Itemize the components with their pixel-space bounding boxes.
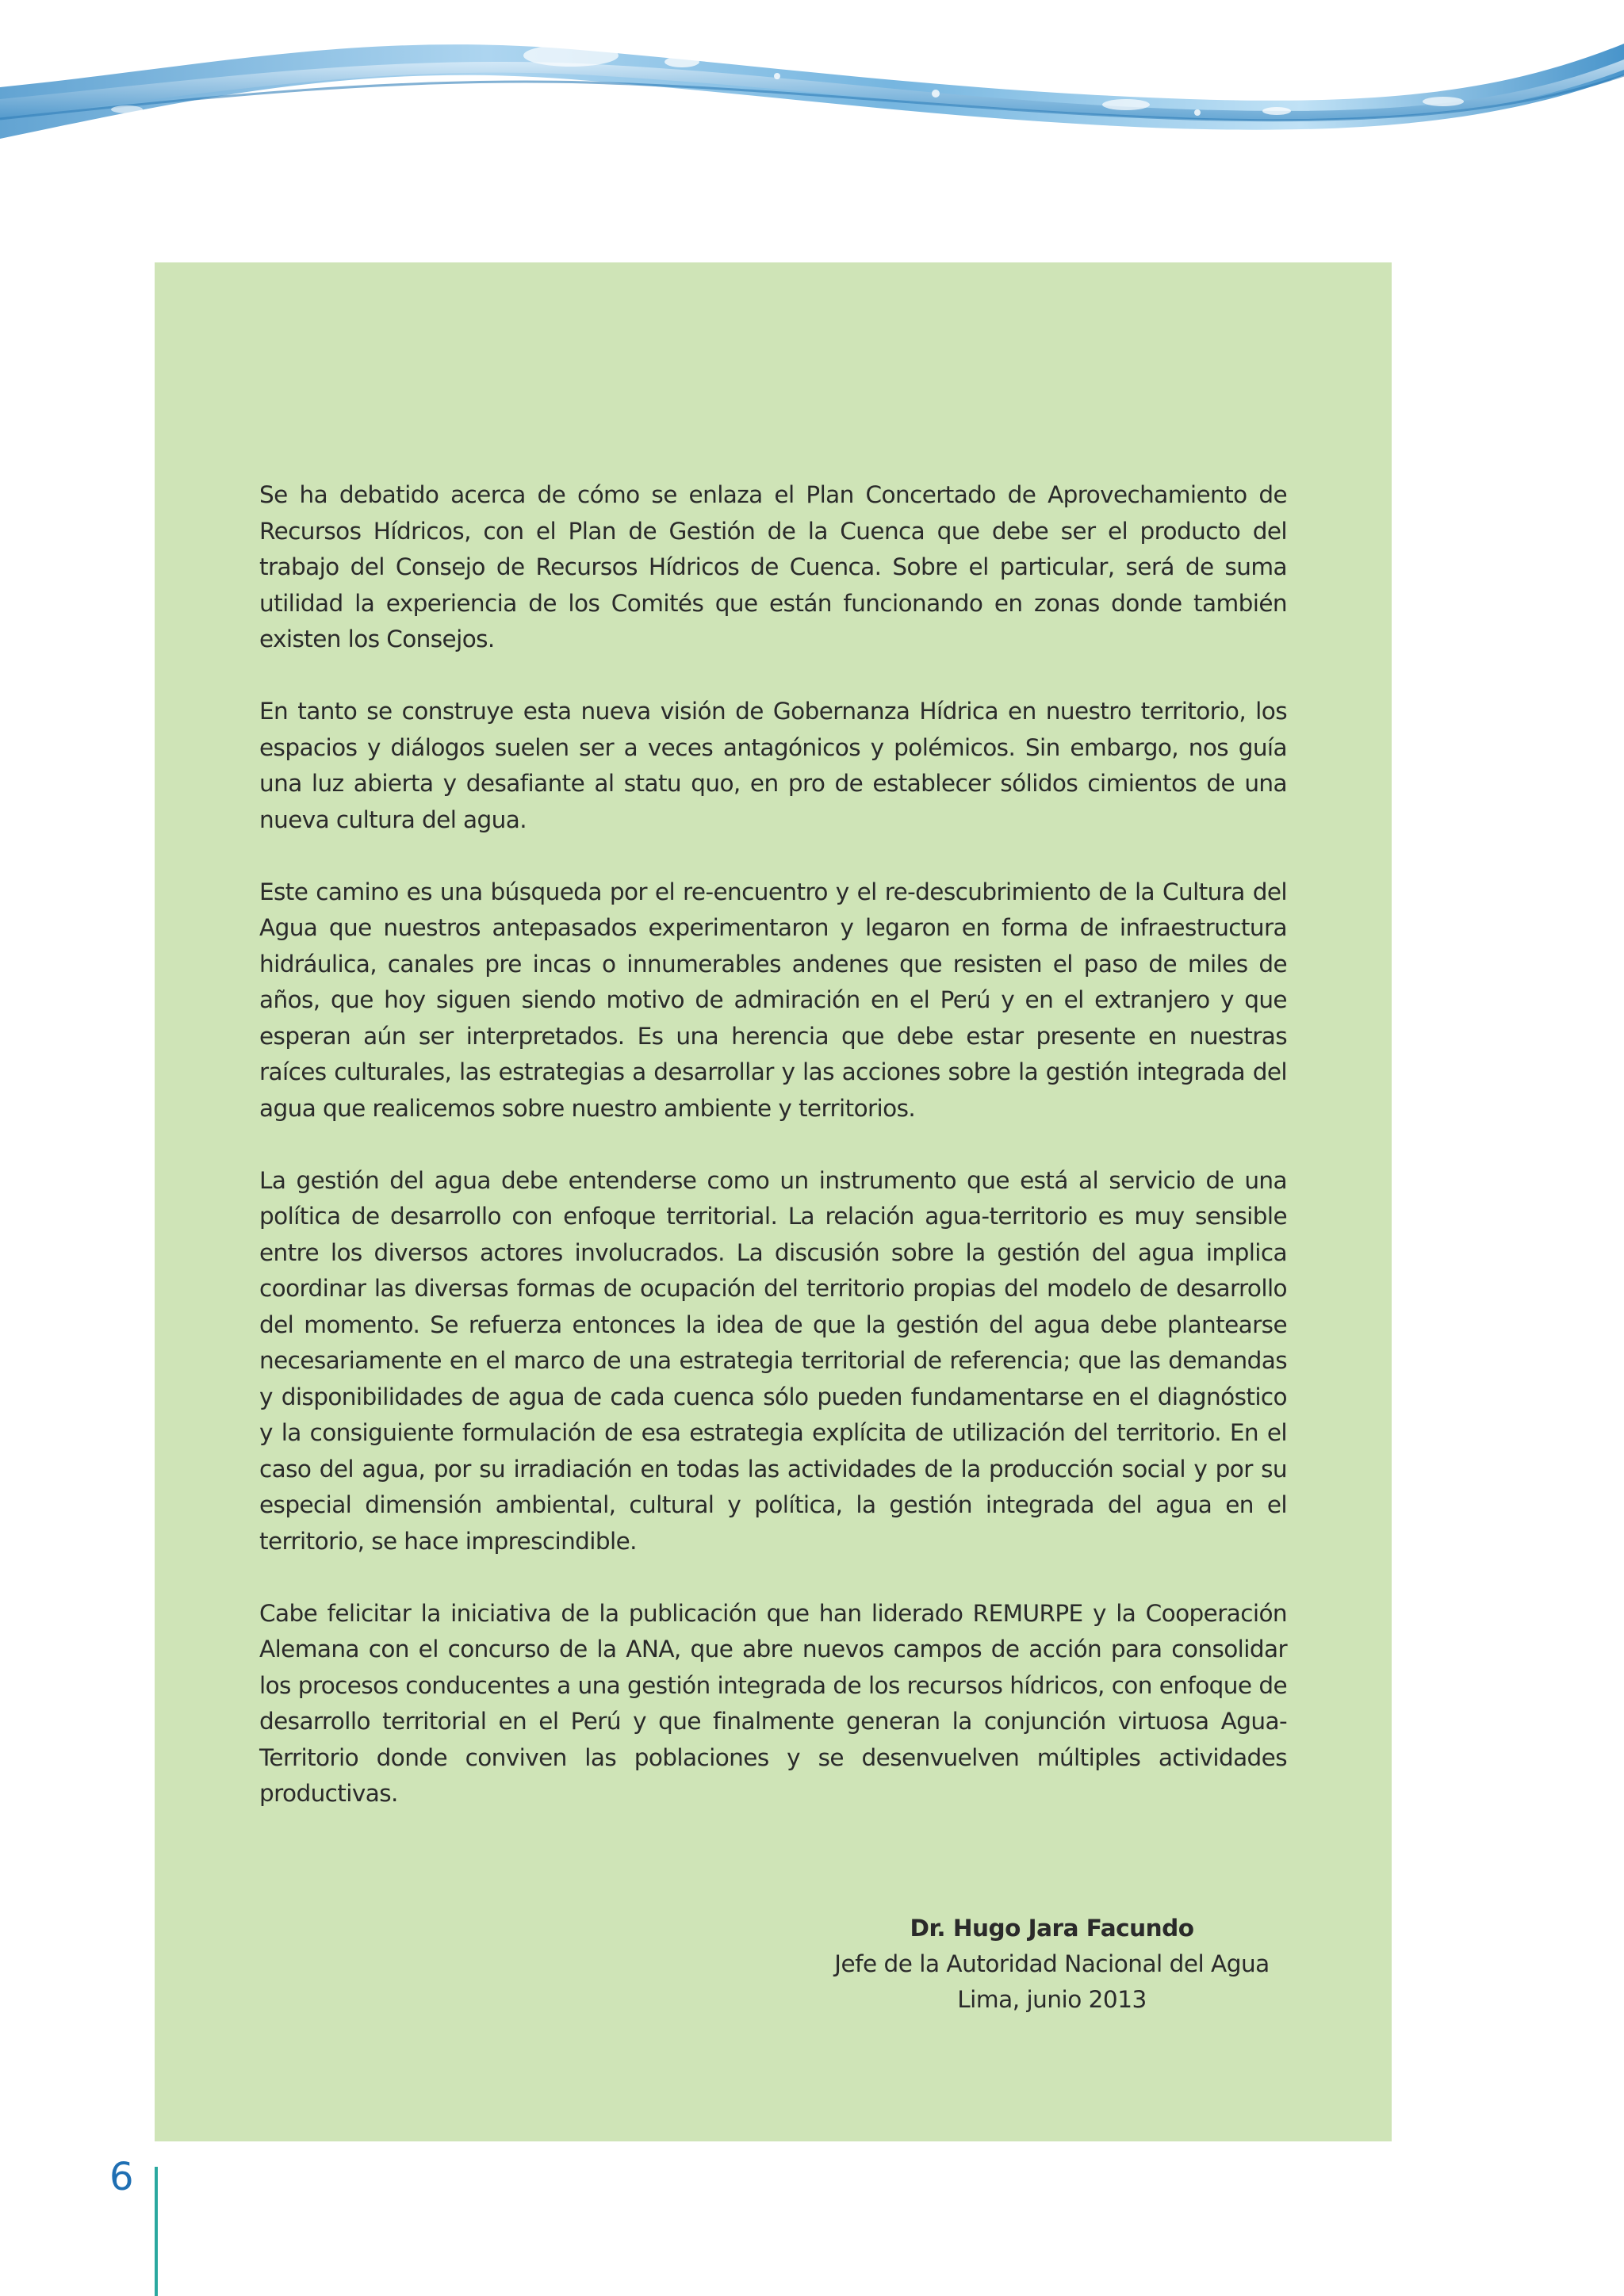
body-paragraph-5: Cabe felicitar la iniciativa de la publicación que han liderado REMURPE y la Cooperación Alemana con el concurso de la ANA, que abre nuevos campos de acción para consolidar los procesos conducentes a una gestión integrada de los recursos hídricos, con enfoque de desarrollo territorial en el Perú y que finalmente generan la conjunción virtuosa Agua-Territorio donde conviven las poblaciones y se desenvuelven múltiples actividades productivas. bbox=[259, 1599, 1287, 1807]
signature-place-date: Lima, junio 2013 bbox=[957, 1986, 1147, 2013]
body-paragraph-2: En tanto se construye esta nueva visión de Gobernanza Hídrica en nuestro territorio, los espacios y diálogos suelen ser a veces antagónicos y polémicos. Sin embargo, nos guía una luz abierta y desafiante al statu quo, en pro de establecer sólidos cimientos de una nueva cultura del agua. bbox=[259, 698, 1287, 833]
body-text bbox=[259, 477, 1287, 1812]
body-paragraph-1: Se ha debatido acerca de cómo se enlaza el Plan Concertado de Aprovechamiento de Recursos Hídricos, con el Plan de Gestión de la Cuenca que debe ser el producto del trabajo del Consejo de Recursos Hídricos de Cuenca. Sobre el particular, será de suma utilidad la experiencia de los Comités que están funcionando en zonas donde también existen los Consejos. bbox=[259, 481, 1287, 652]
page-number-rule bbox=[155, 2167, 158, 2296]
signature-block bbox=[793, 1911, 1311, 2018]
body-paragraph-4: La gestión del agua debe entenderse como un instrumento que está al servicio de una política de desarrollo con enfoque territorial. La relación agua-territorio es muy sensible entre los diversos actores involucrados. La discusión sobre la gestión del agua implica coordinar las diversas formas de ocupación del territorio propias del modelo de desarrollo del momento. Se refuerza entonces la idea de que la gestión del agua debe plantearse necesariamente en el marco de una estrategia territorial de referencia; que las demandas y disponibilidades de agua de cada cuenca sólo pueden fundamentarse en el diagnóstico y la consiguiente formulación de esa estrategia explícita de utilización del territorio. En el caso del agua, por su irradiación en todas las actividades de la producción social y por su especial dimensión ambiental, cultural y política, la gestión integrada del agua en el territorio, se hace imprescindible. bbox=[259, 1166, 1287, 1555]
signature-name: Dr. Hugo Jara Facundo bbox=[910, 1915, 1194, 1942]
water-wave-banner bbox=[0, 0, 1624, 159]
page-number: 6 bbox=[109, 2155, 134, 2199]
body-paragraph-3: Este camino es una búsqueda por el re-encuentro y el re-descubrimiento de la Cultura del Agua que nuestros antepasados experimentaron y legaron en forma de infraestructura hidráulica, canales pre incas o innumerables andenes que resisten el paso de miles de años, que hoy siguen siendo motivo de admiración en el Perú y en el extranjero y que esperan aún ser interpretados. Es una herencia que debe estar presente en nuestras raíces culturales, las estrategias a desarrollar y las acciones sobre la gestión integrada del agua que realicemos sobre nuestro ambiente y territorios. bbox=[259, 878, 1287, 1122]
signature-role: Jefe de la Autoridad Nacional del Agua bbox=[834, 1950, 1270, 1977]
